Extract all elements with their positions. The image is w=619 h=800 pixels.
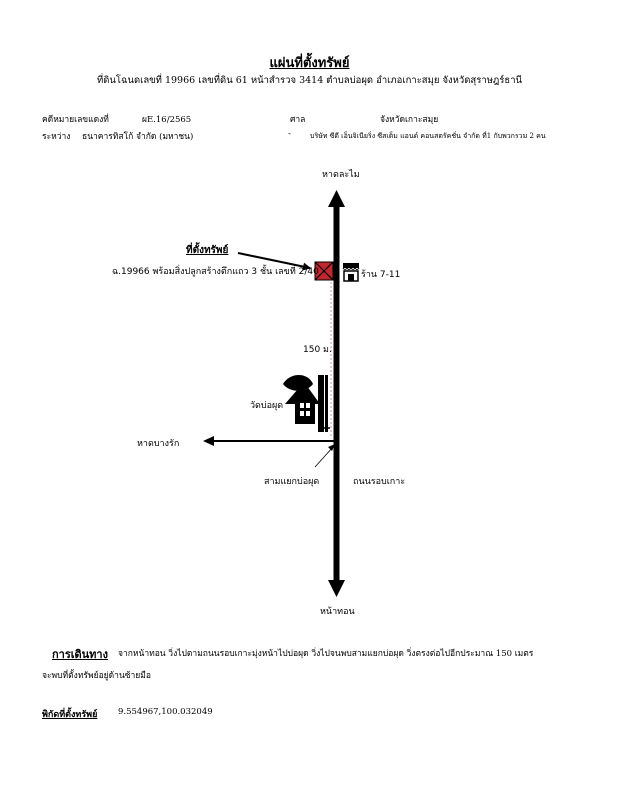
temple-label: วัดบ่อผุด [250, 401, 284, 411]
property-desc: ฉ.19966 พร้อมสิ่งปลูกสร้างตึกแถว 3 ชั้น เลขที่ 2/40 [112, 267, 319, 277]
main-road [328, 190, 345, 597]
case-label: คดีหมายเลขแดงที่ [42, 115, 109, 125]
directions-line-1: จากหน้าทอน วิ่งไปตามถนนรอบเกาะมุ่งหน้าไปบ่อผุด วิ่งไปจนพบสามแยกบ่อผุด วิ่งตรงต่อไปอีกประมาณ 150 เมตร [118, 649, 534, 659]
temple-icon [283, 375, 330, 432]
south-label: หน้าทอน [320, 607, 355, 617]
north-label: หาดละไม [322, 170, 360, 180]
directions-line-2: จะพบที่ตั้งทรัพย์อยู่ด้านซ้ายมือ [42, 671, 151, 681]
between-label: ระหว่าง [42, 132, 71, 142]
west-arrow-icon [203, 436, 214, 446]
defendant: บริษัท ซีดี เอ็นจิเนียริ่ง ซีสเต็ม แอนด์ คอนสตรัคชั่น จำกัด ที่1 กับพวกรวม 2 คน [310, 132, 546, 140]
distance-label: 150 ม. [303, 345, 332, 355]
directions-label: การเดินทาง [52, 648, 108, 661]
junction-pointer [315, 447, 333, 467]
south-arrow-icon [328, 580, 345, 597]
dash: - [288, 129, 291, 139]
store-label: ร้าน 7-11 [361, 270, 401, 280]
property-title: ที่ตั้งทรัพย์ [186, 245, 229, 256]
page-subtitle: ที่ดินโฉนดเลขที่ 19966 เลขที่ดิน 61 หน้าสำรวจ 3414 ตำบลบ่อผุด อำเภอเกาะสมุย จังหวัดสุราษฎร์ธานี [96, 75, 523, 86]
west-road [203, 436, 336, 446]
page-title: แผ่นที่ตั้งทรัพย์ [269, 56, 350, 71]
court-name: จังหวัดเกาะสมุย [380, 115, 439, 125]
coordinates-label: พิกัดที่ตั้งทรัพย์ [42, 710, 98, 720]
road-label: ถนนรอบเกาะ [353, 477, 406, 487]
store-icon [343, 263, 359, 281]
coordinates-value: 9.554967,100.032049 [118, 707, 213, 717]
court-label: ศาล [290, 115, 306, 125]
north-arrow-icon [328, 190, 345, 207]
plaintiff: ธนาคารทิสโก้ จำกัด (มหาชน) [82, 132, 194, 142]
case-number: ผE.16/2565 [142, 115, 192, 125]
junction-label: สามแยกบ่อผุด [264, 477, 320, 487]
west-label: หาดบางรัก [137, 439, 180, 449]
